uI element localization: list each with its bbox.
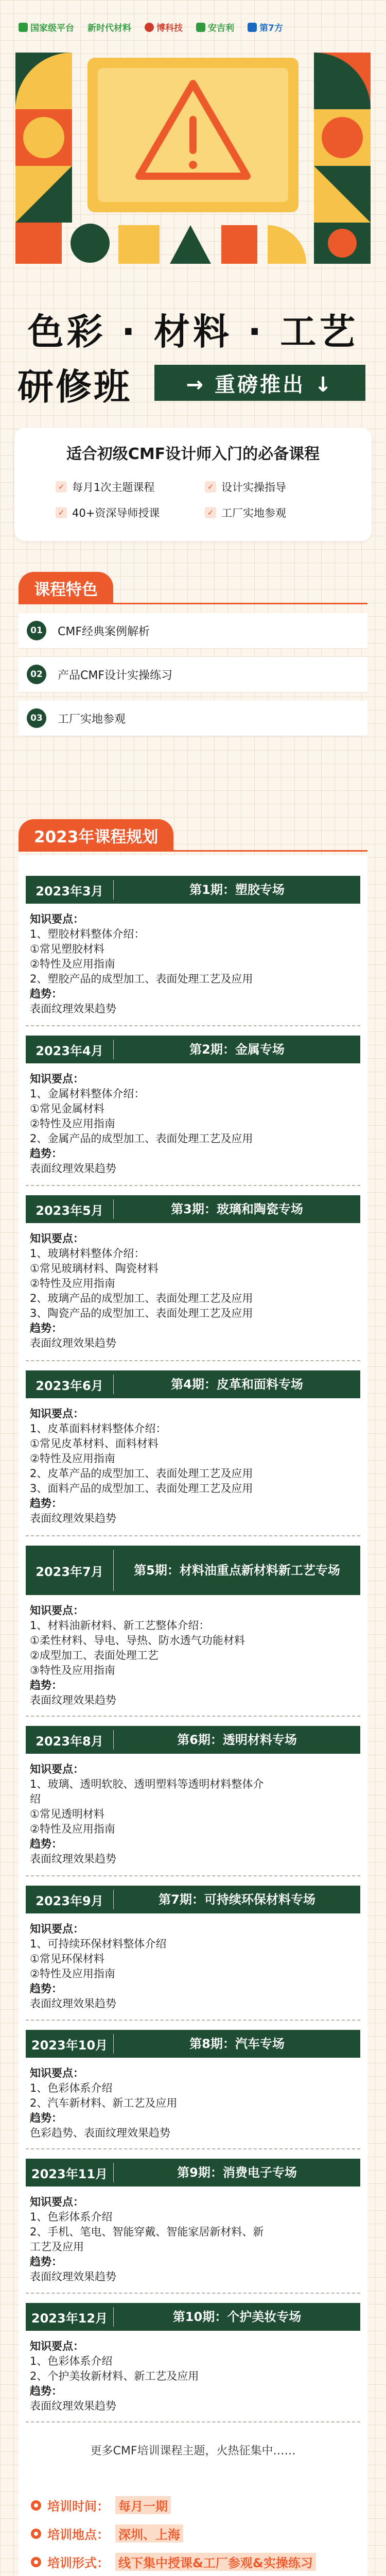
- plan-divider: [19, 850, 367, 852]
- logo-5: [248, 21, 283, 33]
- info-time: [31, 2496, 171, 2514]
- plan-block-header: [26, 1726, 360, 1754]
- plan-line: 表面纹理效果趋势: [30, 1512, 116, 1524]
- plan-divider-dash: [26, 2293, 360, 2294]
- location-pin-icon: [31, 2500, 41, 2511]
- plan-line: 知识要点：: [30, 2340, 84, 2352]
- plan-line: ①常见透明材料: [30, 1808, 104, 1820]
- location-pin-icon: [31, 2557, 41, 2567]
- plan-line: 表面纹理效果趋势: [30, 1337, 116, 1349]
- plan-line: ②特性及应用指南: [30, 1968, 115, 1980]
- plan-line: 表面纹理效果趋势: [30, 1853, 116, 1865]
- plan-line: 表面纹理效果趋势: [30, 2270, 116, 2283]
- plan-line: ②成型加工、表面处理工艺: [30, 1649, 159, 1662]
- intro-card: [14, 428, 372, 541]
- plan-line: 工艺及应用: [30, 2241, 84, 2253]
- plan-topic: 第9期：消费电子专场: [177, 2165, 297, 2180]
- plan-block-header: [26, 1036, 360, 1063]
- plan-body: [30, 1762, 359, 1867]
- check-icon: ✓: [205, 507, 216, 518]
- intro-item: [56, 479, 154, 495]
- info-label: 培训地点：: [47, 2528, 109, 2542]
- plan-body: [30, 1922, 359, 2011]
- launch-badge: → 重磅推出 ↓: [154, 365, 365, 401]
- feature-item: [19, 657, 367, 692]
- plan-month: 2023年11月: [31, 2166, 108, 2181]
- features-divider: [19, 603, 367, 604]
- plan-line: 趋势：: [30, 2112, 62, 2124]
- plan-line: 1、玻璃、透明软胶、透明塑料等透明材料整体介: [30, 1778, 264, 1790]
- plan-line: 1、金属材料整体介绍：: [30, 1088, 145, 1100]
- plan-topic: 第10期：个护美妆专场: [172, 2310, 302, 2324]
- intro-item: [56, 505, 160, 520]
- plan-divider-dash: [26, 1025, 360, 1026]
- plan-topic: 第2期：金属专场: [189, 1042, 285, 1057]
- plan-line: 表面纹理效果趋势: [30, 1997, 116, 2010]
- info-place: [31, 2524, 183, 2543]
- info-label: 培训形式：: [47, 2556, 109, 2570]
- partner-logos: [19, 21, 283, 33]
- plan-month: 2023年12月: [31, 2311, 108, 2326]
- plan-body: [30, 1406, 359, 1526]
- plan-line: 绍: [30, 1793, 41, 1805]
- plan-line: 3、陶瓷产品的成型加工、表面处理工艺及应用: [30, 1307, 253, 1319]
- plan-line: 色彩趋势、表面纹理效果趋势: [30, 2127, 170, 2139]
- plan-line: 2、个护美妆新材料、新工艺及应用: [30, 2370, 199, 2382]
- intro-item: [205, 479, 286, 495]
- plan-line: 趋势：: [30, 1679, 62, 1691]
- plan-line: 趋势：: [30, 2256, 62, 2268]
- plan-topic: 第4期：皮革和面料专场: [171, 1377, 303, 1392]
- plan-line: 2、金属产品的成型加工、表面处理工艺及应用: [30, 1132, 253, 1145]
- plan-body: [30, 1072, 359, 1176]
- plan-body: [30, 1231, 359, 1351]
- plan-line: ①常见塑胶材料: [30, 943, 104, 955]
- plan-line: 表面纹理效果趋势: [30, 1694, 116, 1706]
- plan-line: 1、塑胶材料整体介绍：: [30, 928, 145, 940]
- feature-number: 02: [27, 665, 46, 684]
- info-format: [31, 2553, 316, 2571]
- plan-divider-dash: [26, 2020, 360, 2021]
- plan-line: 1、可持续环保材料整体介绍: [30, 1938, 167, 1950]
- plan-line: 知识要点：: [30, 1408, 84, 1420]
- feature-number: 03: [27, 708, 46, 728]
- plan-month: 2023年7月: [36, 1564, 103, 1579]
- plan-line: 知识要点：: [30, 2196, 84, 2208]
- intro-item-text: 工厂实地参观: [221, 507, 286, 519]
- plan-line: 2、手机、笔电、智能穿戴、智能家居新材料、新: [30, 2226, 264, 2238]
- info-value: 每月一期: [115, 2496, 171, 2514]
- plan-line: ①常见金属材料: [30, 1103, 104, 1115]
- logo-1: [19, 21, 74, 33]
- logo-2-text: 新时代材料: [87, 23, 131, 33]
- intro-item-text: 每月1次主题课程: [72, 481, 155, 494]
- logo-1-text: 国家级平台: [30, 23, 74, 33]
- intro-title: 适合初级CMF设计师入门的必备课程: [66, 445, 320, 463]
- plan-block-header: [26, 2303, 360, 2331]
- plan-line: 1、皮革面料材料整体介绍：: [30, 1422, 167, 1435]
- plan-month: 2023年3月: [36, 884, 103, 899]
- plan-line: 知识要点：: [30, 1232, 84, 1245]
- plan-header: 2023年课程规划: [19, 819, 173, 851]
- plan-line: 1、色彩体系介绍: [30, 2082, 113, 2094]
- plan-line: 1、色彩体系介绍: [30, 2211, 113, 2223]
- plan-body: [30, 1603, 359, 1708]
- plan-block-header: [26, 1195, 360, 1223]
- plan-line: 表面纹理效果趋势: [30, 1162, 116, 1175]
- plan-line: ①常见皮革材料、面料材料: [30, 1437, 159, 1450]
- plan-topic: 第3期：玻璃和陶瓷专场: [171, 1202, 303, 1216]
- plan-body: [30, 912, 359, 1016]
- plan-line: 1、色彩体系介绍: [30, 2355, 113, 2367]
- more-topics-text: 更多CMF培训课程主题，火热征集中……: [90, 2445, 296, 2458]
- plan-line: 知识要点：: [30, 1073, 84, 1085]
- plan-month: 2023年6月: [36, 1378, 103, 1393]
- plan-line: ②特性及应用指南: [30, 1823, 115, 1835]
- plan-line: ①柔性材料、导电、导热、防水透气功能材料: [30, 1634, 245, 1647]
- plan-body: [30, 2339, 359, 2414]
- plan-line: 趋势：: [30, 1497, 62, 1510]
- plan-line: 3、面料产品的成型加工、表面处理工艺及应用: [30, 1482, 253, 1495]
- hero-geometric-graphic: [0, 47, 386, 269]
- feature-text: 工厂实地参观: [58, 713, 126, 726]
- plan-body: [30, 2066, 359, 2141]
- check-icon: ✓: [205, 481, 216, 493]
- check-icon: ✓: [56, 507, 67, 518]
- location-pin-icon: [31, 2529, 41, 2539]
- plan-line: 趋势：: [30, 2385, 62, 2397]
- plan-divider-dash: [26, 1875, 360, 1876]
- plan-topic: 第5期：材料油重点新材料新工艺专场: [134, 1563, 340, 1578]
- plan-line: ①常见环保材料: [30, 1953, 104, 1965]
- plan-line: 趋势：: [30, 1982, 62, 1995]
- plan-month: 2023年9月: [36, 1893, 103, 1908]
- plan-divider-dash: [26, 2148, 360, 2149]
- feature-text: CMF经典案例解析: [58, 625, 150, 638]
- plan-line: 趋势：: [30, 988, 62, 1000]
- logo-2: [87, 21, 131, 33]
- plan-line: 2、玻璃产品的成型加工、表面处理工艺及应用: [30, 1292, 253, 1304]
- plan-topic: 第6期：透明材料专场: [177, 1733, 297, 1747]
- feature-item: [19, 701, 367, 736]
- logo-3-text: 博科技: [156, 23, 183, 33]
- plan-line: 知识要点：: [30, 913, 84, 925]
- plan-line: 知识要点：: [30, 2067, 84, 2079]
- info-value: 深圳、上海: [115, 2524, 183, 2543]
- intro-item: [205, 505, 286, 520]
- logo-5-text: 第7方: [259, 23, 283, 33]
- plan-divider-dash: [26, 1535, 360, 1536]
- plan-line: ②特性及应用指南: [30, 1277, 115, 1290]
- plan-line: 2、汽车新材料、新工艺及应用: [30, 2097, 178, 2109]
- plan-block-header: [26, 1546, 360, 1595]
- plan-topic: 第7期：可持续环保材料专场: [159, 1892, 315, 1907]
- plan-line: ②特性及应用指南: [30, 1452, 115, 1465]
- plan-line: ②特性及应用指南: [30, 958, 115, 970]
- intro-item-text: 设计实操指导: [221, 481, 286, 494]
- plan-line: 趋势：: [30, 1322, 62, 1334]
- plan-line: 表面纹理效果趋势: [30, 2400, 116, 2412]
- plan-month: 2023年10月: [31, 2038, 108, 2053]
- intro-item-text: 40+资深导师授课: [72, 507, 160, 519]
- info-value: 线下集中授课&工厂参观&实操练习: [115, 2553, 316, 2571]
- logo-4: [196, 21, 234, 33]
- plan-month: 2023年4月: [36, 1043, 103, 1058]
- features-header: 课程特色: [19, 572, 113, 604]
- plan-panel: [19, 855, 367, 2576]
- plan-topic: 第8期：汽车专场: [189, 2037, 285, 2051]
- plan-divider-dash: [26, 1360, 360, 1361]
- title-line-1: 色彩 · 材料 · 工艺: [27, 311, 359, 353]
- plan-block-header: [26, 1370, 360, 1398]
- feature-number: 01: [27, 621, 46, 640]
- plan-line: 1、材料油新材料、新工艺整体介绍：: [30, 1619, 210, 1632]
- feature-item: [19, 613, 367, 649]
- plan-line: 2、塑胶产品的成型加工、表面处理工艺及应用: [30, 973, 253, 985]
- plan-topic: 第1期：塑胶专场: [189, 883, 285, 897]
- plan-block-header: [26, 2030, 360, 2058]
- plan-month: 2023年8月: [36, 1734, 103, 1749]
- plan-line: ②特性及应用指南: [30, 1117, 115, 1130]
- plan-divider-dash: [26, 2421, 360, 2422]
- logo-4-text: 安吉利: [208, 23, 234, 33]
- plan-block-header: [26, 2159, 360, 2187]
- plan-line: 趋势：: [30, 1147, 62, 1160]
- plan-line: 知识要点：: [30, 1923, 84, 1935]
- plan-block-header: [26, 876, 360, 904]
- plan-divider-dash: [26, 1716, 360, 1717]
- plan-line: 2、皮革产品的成型加工、表面处理工艺及应用: [30, 1467, 253, 1480]
- plan-line: ①常见玻璃材料、陶瓷材料: [30, 1262, 159, 1275]
- plan-line: 知识要点：: [30, 1604, 84, 1617]
- plan-line: 趋势：: [30, 1838, 62, 1850]
- info-label: 培训时间：: [47, 2499, 109, 2514]
- plan-body: [30, 2195, 359, 2284]
- logo-3: [145, 21, 183, 33]
- check-icon: ✓: [56, 481, 67, 493]
- plan-line: 知识要点：: [30, 1763, 84, 1775]
- plan-line: 表面纹理效果趋势: [30, 1003, 116, 1015]
- plan-block-header: [26, 1886, 360, 1913]
- plan-month: 2023年5月: [36, 1203, 103, 1218]
- feature-text: 产品CMF设计实操练习: [58, 669, 172, 682]
- title-line-2: 研修班: [17, 366, 132, 408]
- plan-divider-dash: [26, 1185, 360, 1186]
- plan-line: 1、玻璃材料整体介绍：: [30, 1247, 145, 1260]
- plan-line: ③特性及应用指南: [30, 1664, 115, 1676]
